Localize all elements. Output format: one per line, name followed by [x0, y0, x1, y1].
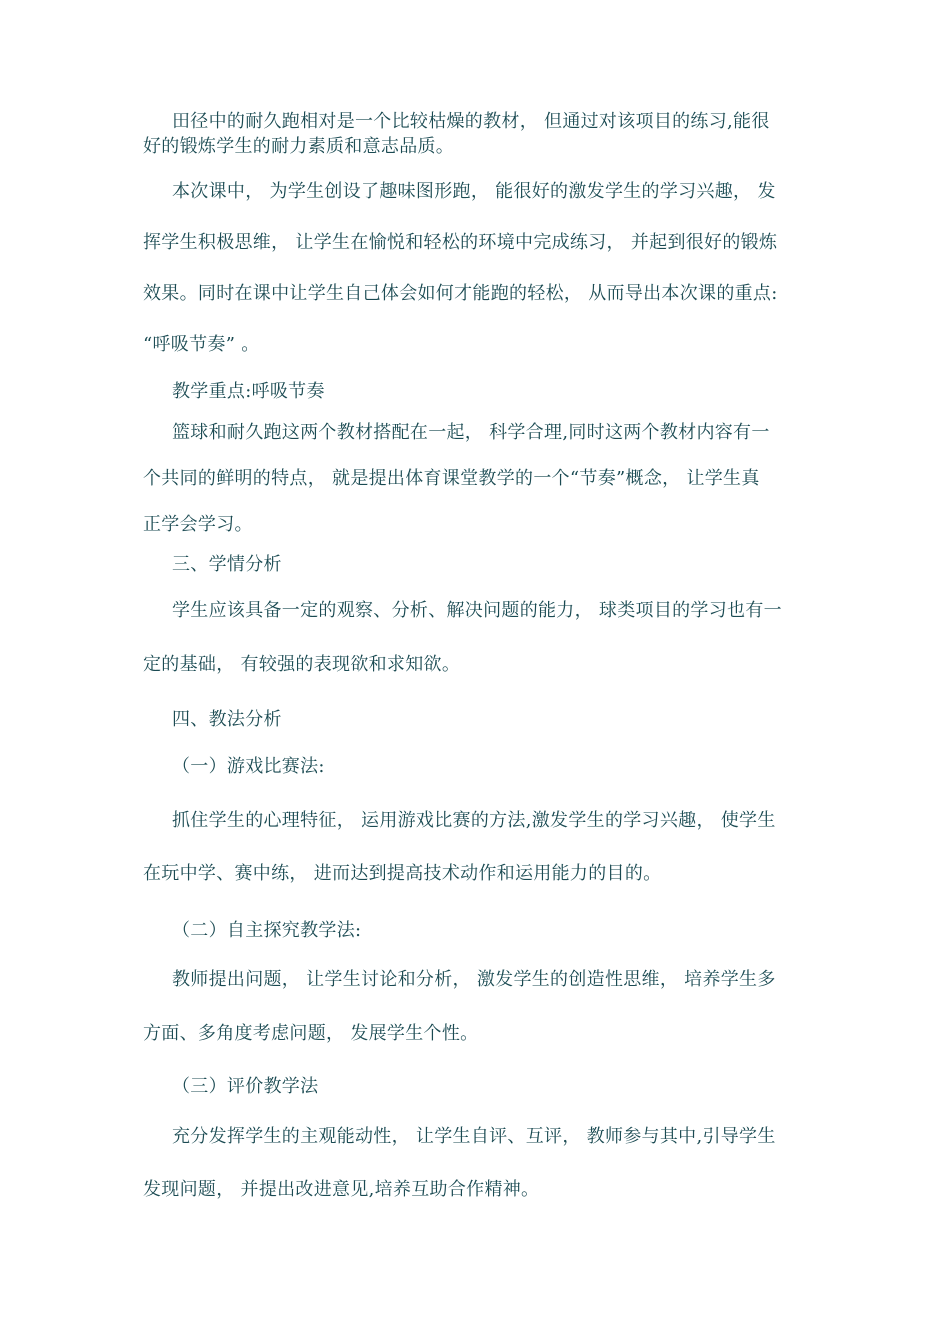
section-heading-3: 三、学情分析 — [172, 554, 282, 575]
paragraph-line: 充分发挥学生的主观能动性， 让学生自评、互评， 教师参与其中,引导学生 — [172, 1126, 776, 1147]
paragraph-line: 田径中的耐久跑相对是一个比较枯燥的教材， 但通过对该项目的练习,能很 — [172, 111, 770, 132]
paragraph-line: 方面、多角度考虑问题， 发展学生个性。 — [143, 1023, 479, 1044]
paragraph-line: “呼吸节奏” 。 — [143, 334, 260, 355]
key-point-heading: 教学重点:呼吸节奏 — [172, 381, 325, 402]
method-heading-2: （二）自主探究教学法: — [172, 920, 362, 941]
paragraph-line: 正学会学习。 — [143, 514, 253, 535]
method-heading-1: （一）游戏比赛法: — [172, 756, 325, 777]
paragraph-line: 篮球和耐久跑这两个教材搭配在一起， 科学合理,同时这两个教材内容有一 — [172, 422, 770, 443]
paragraph-line: 抓住学生的心理特征， 运用游戏比赛的方法,激发学生的学习兴趣， 使学生 — [172, 810, 776, 831]
paragraph-line: 在玩中学、赛中练， 进而达到提高技术动作和运用能力的目的。 — [143, 863, 662, 884]
section-heading-4: 四、教法分析 — [172, 709, 282, 730]
paragraph-line: 发现问题， 并提出改进意见,培养互助合作精神。 — [143, 1179, 540, 1200]
paragraph-line: 学生应该具备一定的观察、分析、解决问题的能力， 球类项目的学习也有一 — [172, 600, 782, 621]
paragraph-line: 效果。同时在课中让学生自己体会如何才能跑的轻松， 从而导出本次课的重点: — [143, 283, 778, 304]
paragraph-line: 个共同的鲜明的特点， 就是提出体育课堂教学的一个“节奏”概念， 让学生真 — [143, 468, 760, 489]
paragraph-line: 本次课中， 为学生创设了趣味图形跑， 能很好的激发学生的学习兴趣， 发 — [172, 181, 776, 202]
paragraph-line: 挥学生积极思维， 让学生在愉悦和轻松的环境中完成练习， 并起到很好的锻炼 — [143, 232, 778, 253]
paragraph-line: 教师提出问题， 让学生讨论和分析， 激发学生的创造性思维， 培养学生多 — [172, 969, 776, 990]
paragraph-line: 好的锻炼学生的耐力素质和意志品质。 — [143, 136, 455, 157]
method-heading-3: （三）评价教学法 — [172, 1076, 319, 1097]
paragraph-line: 定的基础， 有较强的表现欲和求知欲。 — [143, 654, 461, 675]
